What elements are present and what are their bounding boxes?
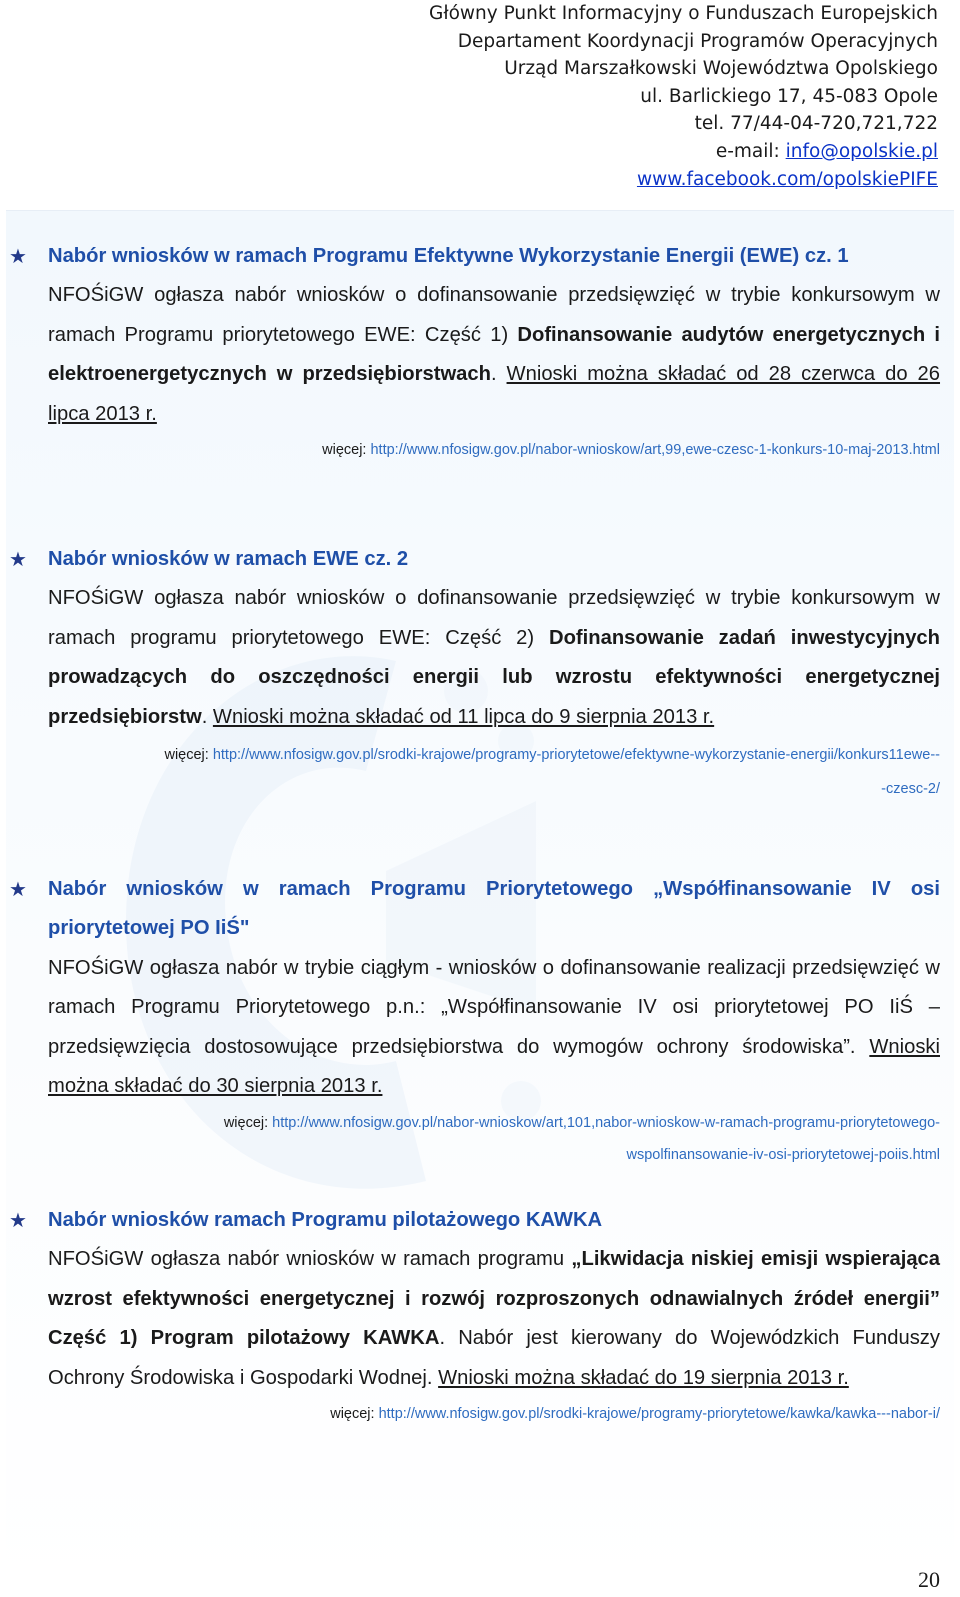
body-text: NFOŚiGW ogłasza nabór wniosków w ramach programu bbox=[48, 1248, 572, 1271]
header-email-row bbox=[298, 138, 938, 166]
announcement-4 bbox=[9, 1201, 941, 1428]
facebook-link[interactable]: www.facebook.com/opolskiePIFE bbox=[636, 168, 938, 190]
announcement-body bbox=[48, 579, 940, 737]
announcement-body bbox=[48, 276, 940, 434]
more-info bbox=[48, 436, 940, 464]
more-info bbox=[48, 739, 940, 805]
announcement-title: Nabór wniosków w ramach Programu Priorytetowego „Współfinansowanie IV osi priorytetowej PO IiŚ" bbox=[48, 878, 940, 940]
body-bold: „Likwidacja niskiej emisji wspierająca wzrost efektywności energetycznej i rozwój rozproszonych odnawialnych źródeł energii” Część 1) Program pilotażowy KAWKA bbox=[48, 1248, 941, 1350]
deadline: Wnioski można składać od 28 czerwca do 26 lipca 2013 r. bbox=[48, 363, 941, 425]
star-bullet-icon: ★ bbox=[9, 1208, 27, 1232]
header-address: ul. Barlickiego 17, 45-083 Opole bbox=[640, 85, 938, 107]
more-link[interactable]: http://www.nfosigw.gov.pl/nabor-wnioskow/art,101,nabor-wnioskow-w-ramach-programu-priorytetowego- bbox=[272, 1115, 940, 1132]
body-bold: Dofinansowanie zadań inwestycyjnych prowadzących do oszczędności energii lub wzrostu efektywności energetycznej przedsiębiorstw bbox=[48, 626, 940, 728]
more-label: więcej: bbox=[322, 442, 371, 459]
body-text-end: . Nabór jest kierowany do Wojewódzkich Funduszy Ochrony Środowiska i Gospodarki Wodnej. bbox=[48, 1327, 940, 1389]
body-text: NFOŚiGW ogłasza nabór w trybie ciągłym - wniosków o dofinansowanie realizacji przedsięwzięć w ramach Programu Priorytetowego p.n.: „Współfinansowanie IV osi priorytetowej PO IiŚ – przedsięwzięcia dostosowujące przedsiębiorstwa do wymogów ochrony środowiska”. bbox=[48, 956, 940, 1058]
star-bullet-icon: ★ bbox=[9, 244, 27, 268]
more-link[interactable]: http://www.nfosigw.gov.pl/srodki-krajowe/programy-priorytetowe/kawka/kawka---nabor-i/ bbox=[378, 1406, 940, 1423]
contact-header bbox=[298, 0, 938, 193]
more-label: więcej: bbox=[330, 1406, 379, 1423]
more-link-continued[interactable]: wspolfinansowanie-iv-osi-priorytetowej-poiis.html bbox=[626, 1147, 940, 1164]
more-link[interactable]: http://www.nfosigw.gov.pl/srodki-krajowe/programy-priorytetowe/efektywne-wykorzystanie-energii/konkurs11ewe-- bbox=[212, 747, 940, 764]
deadline: Wnioski można składać do 30 sierpnia 2013 r. bbox=[48, 1035, 940, 1098]
star-bullet-icon: ★ bbox=[9, 877, 27, 901]
more-link-continued[interactable]: -czesc-2/ bbox=[881, 781, 940, 798]
more-info bbox=[48, 1108, 940, 1170]
announcement-title: Nabór wniosków ramach Programu pilotażowego KAWKA bbox=[48, 1209, 603, 1231]
announcement-body bbox=[48, 949, 940, 1107]
announcement-1 bbox=[9, 237, 941, 464]
more-link[interactable]: http://www.nfosigw.gov.pl/nabor-wnioskow/art,99,ewe-czesc-1-konkurs-10-maj-2013.html bbox=[370, 442, 940, 459]
announcement-title: Nabór wniosków w ramach EWE cz. 2 bbox=[48, 548, 409, 570]
more-info bbox=[48, 1400, 940, 1428]
more-label: więcej: bbox=[223, 1115, 273, 1132]
body-bold: Dofinansowanie audytów energetycznych i elektroenergetycznych w przedsiębiorstwach bbox=[48, 323, 940, 386]
body-text: NFOŚiGW ogłasza nabór wniosków o dofinansowanie przedsięwzięć w trybie konkursowym w ramach programu priorytetowego EWE: Część 2) bbox=[48, 587, 940, 649]
header-phone: tel. 77/44-04-720,721,722 bbox=[694, 113, 938, 135]
email-link[interactable]: info@opolskie.pl bbox=[785, 140, 938, 162]
more-label: więcej: bbox=[164, 747, 213, 764]
header-line-2: Departament Koordynacji Programów Operacyjnych bbox=[457, 30, 938, 52]
deadline: Wnioski można składać do 19 sierpnia 2013 r. bbox=[438, 1366, 849, 1389]
announcement-title: Nabór wniosków w ramach Programu Efektywne Wykorzystanie Energii (EWE) cz. 1 bbox=[48, 245, 849, 267]
star-bullet-icon: ★ bbox=[9, 547, 27, 571]
announcement-2 bbox=[9, 540, 940, 805]
header-facebook-row bbox=[298, 166, 938, 194]
header-line-3: Urząd Marszałkowski Województwa Opolskiego bbox=[504, 58, 938, 80]
announcement-3 bbox=[9, 870, 940, 1170]
body-text: NFOŚiGW ogłasza nabór wniosków o dofinansowanie przedsięwzięć w trybie konkursowym w ramach Programu priorytetowego EWE: Część 1) bbox=[48, 284, 940, 346]
email-label: e-mail: bbox=[715, 140, 786, 162]
page-number: 20 bbox=[918, 1567, 940, 1592]
body-text-end: . bbox=[201, 705, 213, 728]
header-line-1: Główny Punkt Informacyjny o Funduszach Europejskich bbox=[429, 3, 938, 24]
body-text-end: . bbox=[490, 363, 507, 386]
announcement-body bbox=[48, 1240, 940, 1398]
deadline: Wnioski można składać od 11 lipca do 9 sierpnia 2013 r. bbox=[212, 705, 715, 728]
